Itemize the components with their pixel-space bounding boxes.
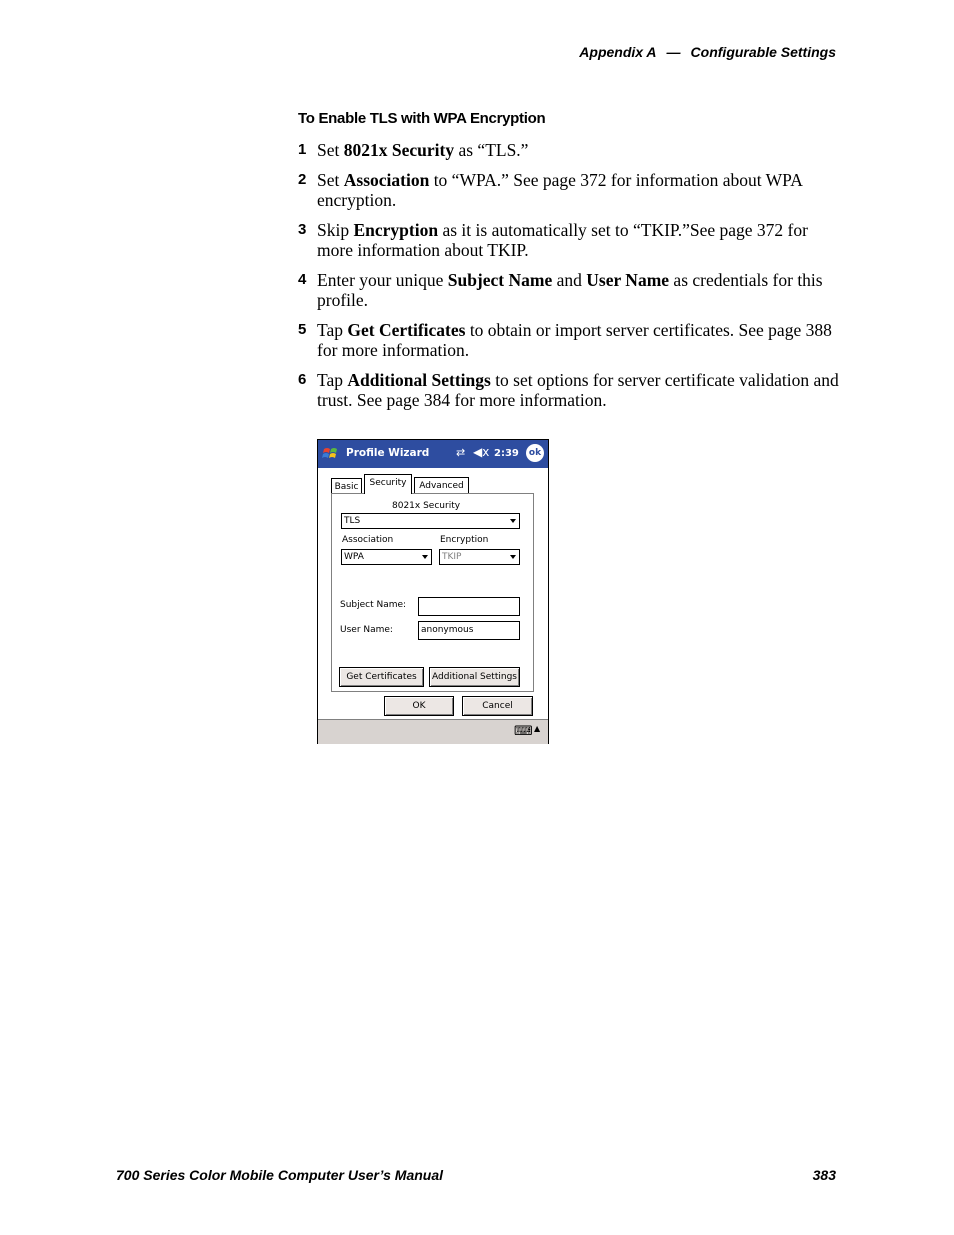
- step-emphasis: Get Certificates: [347, 320, 466, 340]
- security-select[interactable]: [341, 513, 520, 529]
- step-list: [298, 140, 843, 420]
- step-text: as “TLS.”: [454, 140, 529, 160]
- step-number: 2: [298, 171, 307, 188]
- tab-advanced[interactable]: Advanced: [414, 477, 469, 493]
- step-number: 5: [298, 321, 307, 338]
- page-number: 383: [812, 1167, 836, 1183]
- step-item: [298, 320, 843, 360]
- keyboard-icon[interactable]: ⌨: [514, 724, 533, 739]
- step-number: 4: [298, 271, 307, 288]
- tab-security[interactable]: Security: [364, 474, 412, 494]
- ok-title-button[interactable]: ok: [526, 444, 544, 462]
- running-footer: [116, 1167, 836, 1183]
- title-bar: [318, 440, 548, 468]
- dropdown-arrow-icon: [510, 555, 516, 559]
- step-number: 6: [298, 371, 307, 388]
- step-emphasis: Association: [343, 170, 430, 190]
- step-item: [298, 370, 843, 410]
- step-number: 3: [298, 221, 307, 238]
- subject-name-label: Subject Name:: [340, 600, 407, 610]
- header-separator: —: [666, 44, 681, 60]
- additional-settings-button[interactable]: Additional Settings: [429, 667, 520, 687]
- security-value: TLS: [344, 516, 361, 526]
- dropdown-arrow-icon: [422, 555, 428, 559]
- command-bar: [318, 719, 548, 744]
- step-text: Tap: [317, 320, 348, 340]
- step-text: Set: [317, 170, 344, 190]
- input-menu-arrow-icon[interactable]: ▲: [534, 724, 541, 733]
- cancel-button[interactable]: Cancel: [462, 696, 533, 716]
- step-emphasis: Encryption: [353, 220, 439, 240]
- tab-basic[interactable]: Basic: [331, 478, 362, 494]
- step-text: Enter your unique: [317, 270, 448, 290]
- ok-button[interactable]: OK: [384, 696, 454, 716]
- running-header: [579, 44, 836, 60]
- user-name-field[interactable]: anonymous: [418, 621, 520, 640]
- step-text: Skip: [317, 220, 354, 240]
- security-label: 8021x Security: [392, 501, 461, 511]
- procedure-title: To Enable TLS with WPA Encryption: [298, 110, 546, 127]
- step-emphasis: Subject Name: [447, 270, 553, 290]
- volume-icon[interactable]: ◀x: [473, 445, 490, 459]
- step-text: to set options for server certificate validation and trust. See page 384 for more information.: [317, 370, 839, 410]
- step-number: 1: [298, 141, 307, 158]
- encryption-label: Encryption: [440, 535, 489, 545]
- footer-manual-title: 700 Series Color Mobile Computer User’s Manual: [116, 1167, 444, 1183]
- step-text: Set: [317, 140, 344, 160]
- step-item: [298, 220, 843, 260]
- step-emphasis: 8021x Security: [343, 140, 455, 160]
- association-select[interactable]: [341, 549, 432, 565]
- windows-start-icon[interactable]: [321, 444, 341, 464]
- get-certificates-button[interactable]: Get Certificates: [339, 667, 424, 687]
- subject-name-field[interactable]: [418, 597, 520, 616]
- connectivity-icon[interactable]: ⇄: [456, 446, 466, 459]
- header-appendix: Appendix A: [579, 44, 657, 60]
- step-text: to obtain or import server certificates. See page 388 for more information.: [317, 320, 832, 360]
- step-text: Tap: [317, 370, 348, 390]
- step-emphasis: Additional Settings: [347, 370, 491, 390]
- dropdown-arrow-icon: [510, 519, 516, 523]
- step-item: [298, 270, 843, 310]
- device-screenshot: [317, 439, 549, 744]
- step-emphasis: User Name: [586, 270, 670, 290]
- header-section: Configurable Settings: [690, 44, 836, 60]
- window-title: Profile Wizard: [346, 447, 430, 459]
- association-value: WPA: [344, 552, 364, 562]
- association-label: Association: [342, 535, 394, 545]
- step-text: to “WPA.” See page 372 for information about WPA encryption.: [317, 170, 802, 210]
- encryption-select[interactable]: [439, 549, 520, 565]
- clock[interactable]: 2:39: [494, 448, 519, 459]
- step-item: [298, 170, 843, 210]
- step-text: and: [552, 270, 587, 290]
- step-text: as it is automatically set to “TKIP.”See page 372 for more information about TKIP.: [317, 220, 808, 260]
- user-name-label: User Name:: [340, 625, 393, 635]
- encryption-value: TKIP: [442, 552, 462, 562]
- step-item: [298, 140, 843, 160]
- step-text: as credentials for this profile.: [317, 270, 823, 310]
